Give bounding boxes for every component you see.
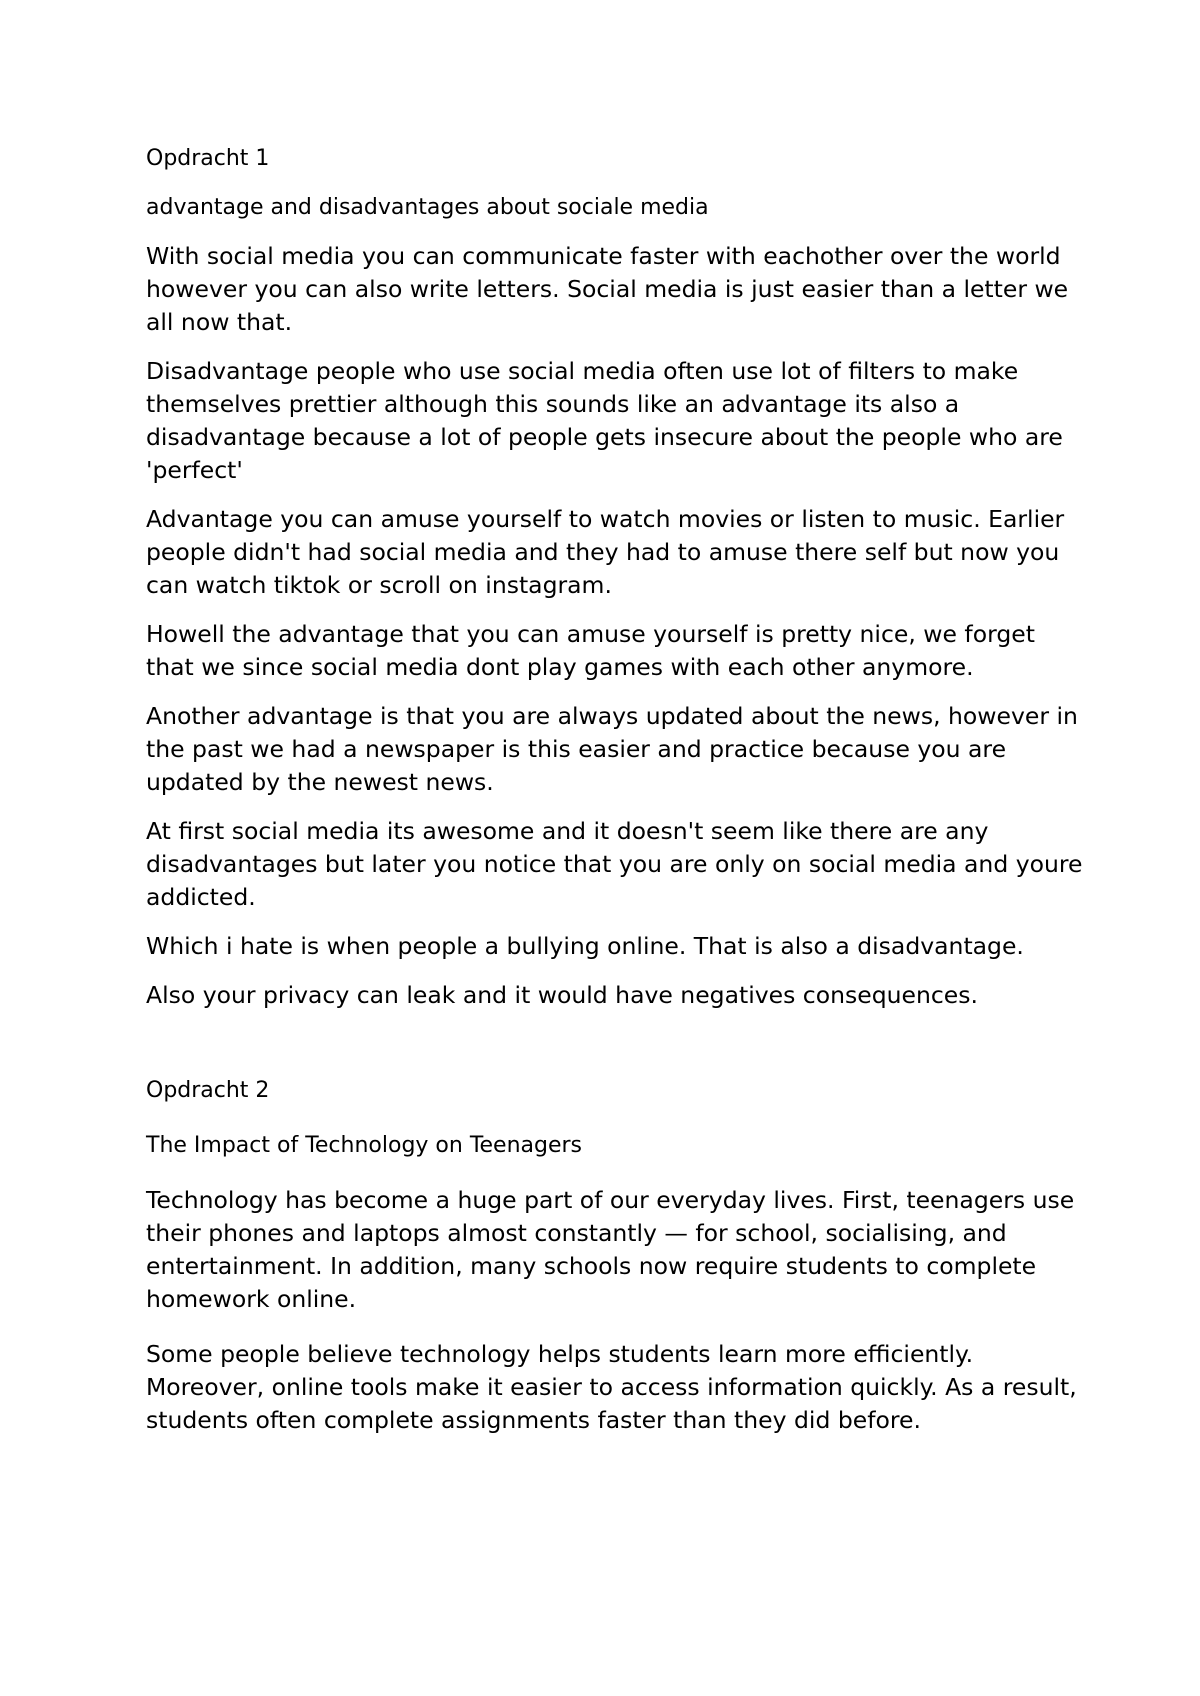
section1-paragraph: With social media you can communicate faster with eachother over the world however you can also write letters. Social media is just easier than a letter we all now that.	[146, 242, 1069, 336]
section2-title: The Impact of Technology on Teenagers	[146, 1133, 583, 1158]
section2-heading: Opdracht 2	[146, 1078, 270, 1103]
section1-paragraph: Advantage you can amuse yourself to watch movies or listen to music. Earlier people didn't had social media and they had to amuse there self but now you can watch tiktok or scroll on instagram.	[146, 505, 1065, 599]
section1-paragraph: At first social media its awesome and it doesn't seem like there are any disadvantages but later you notice that you are only on social media and youre addicted.	[146, 817, 1083, 911]
section1-paragraph: Another advantage is that you are always updated about the news, however in the past we had a newspaper is this easier and practice because you are updated by the newest news.	[146, 702, 1078, 796]
section1-paragraph: Also your privacy can leak and it would have negatives consequences.	[146, 981, 978, 1009]
section-spacer	[146, 1028, 1086, 1074]
section2-paragraph: Some people believe technology helps students learn more efficiently. Moreover, online tools make it easier to access information quickly. As a result, students often complete assignments faster than they did before.	[146, 1340, 1077, 1434]
section1-paragraph: Which i hate is when people a bullying online. That is also a disadvantage.	[146, 932, 1024, 960]
section1-heading: Opdracht 1	[146, 146, 270, 171]
section2-paragraph: Technology has become a huge part of our everyday lives. First, teenagers use their phones and laptops almost constantly — for school, socialising, and entertainment. In addition, many schools now require students to complete homework online.	[146, 1186, 1075, 1313]
section1-paragraph: Howell the advantage that you can amuse yourself is pretty nice, we forget that we since social media dont play games with each other anymore.	[146, 620, 1035, 681]
section1-paragraph: Disadvantage people who use social media often use lot of filters to make themselves prettier although this sounds like an advantage its also a disadvantage because a lot of people gets insecure about the people who are 'perfect'	[146, 357, 1063, 484]
section1-subtitle: advantage and disadvantages about sociale media	[146, 195, 709, 220]
document-body	[146, 142, 1086, 1453]
